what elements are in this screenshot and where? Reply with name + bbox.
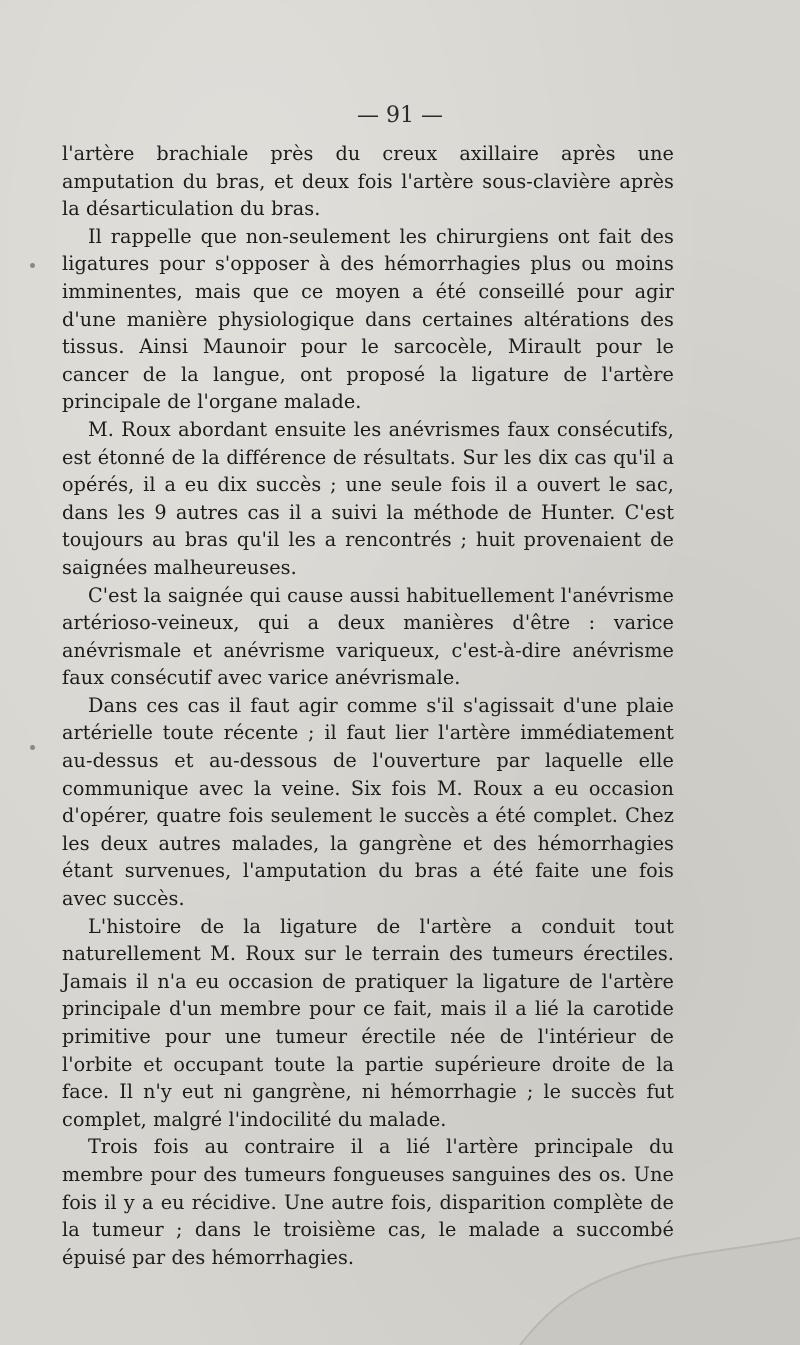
paragraph-7: Trois fois au contraire il a lié l'artère principale du membre pour des tumeurs fongueuses sanguines des os. Une fois il y a eu récidive. Une autre fois, disparition complète de la tumeur ; dans le troisième cas, le malade a succombé épuisé par des hémorrhagies. (62, 1135, 674, 1269)
paragraph-1: l'artère brachiale près du creux axillaire après une amputation du bras, et deux fois l'artère sous-clavière après la désarticulation du bras. (62, 142, 674, 221)
page-number: — 91 — (357, 103, 443, 128)
paragraph-4: C'est la saignée qui cause aussi habituellement l'anévrisme artérioso-veineux, qui a deux manières d'être : varice anévrismale et anévrisme variqueux, c'est-à-dire anévrisme faux consécutif avec varice anévrismale. (62, 583, 674, 690)
paragraph-2: Il rappelle que non-seulement les chirurgiens ont fait des ligatures pour s'opposer à des hémorrhagies plus ou moins imminentes, mais que ce moyen a été conseillé pour agir d'une manière physiologique dans certaines altérations des tissus. Ainsi Maunoir pour le sarcocèle, Mirault pour le cancer de la langue, ont proposé la ligature de l'artère principale de l'organe malade. (62, 224, 674, 414)
margin-speck-2 (30, 745, 35, 750)
margin-speck-1 (30, 263, 35, 268)
body-text (62, 140, 674, 1271)
paragraph-5: Dans ces cas il faut agir comme s'il s'agissait d'une plaie artérielle toute récente ; il faut lier l'artère immédiatement au-dessus et au-dessous de l'ouverture par laquelle elle communique avec la veine. Six fois M. Roux a eu occasion d'opérer, quatre fois seulement le succès a été complet. Chez les deux autres malades, la gangrène et des hémorrhagies étant survenues, l'amputation du bras a été faite une fois avec succès. (62, 693, 674, 911)
paragraph-3: M. Roux abordant ensuite les anévrismes faux consécutifs, est étonné de la différence de résultats. Sur les dix cas qu'il a opérés, il a eu dix succès ; une seule fois il a ouvert le sac, dans les 9 autres cas il a suivi la méthode de Hunter. C'est toujours au bras qu'il les a rencontrés ; huit provenaient de saignées malheureuses. (62, 417, 674, 579)
paragraph-6: L'histoire de la ligature de l'artère a conduit tout naturellement M. Roux sur le terrain des tumeurs érectiles. Jamais il n'a eu occasion de pratiquer la ligature de l'artère principale d'un membre pour ce fait, mais il a lié la carotide primitive pour une tumeur érectile née de l'intérieur de l'orbite et occupant toute la partie supérieure droite de la face. Il n'y eut ni gangrène, ni hémorrhagie ; le succès fut complet, malgré l'indocilité du malade. (62, 914, 674, 1131)
